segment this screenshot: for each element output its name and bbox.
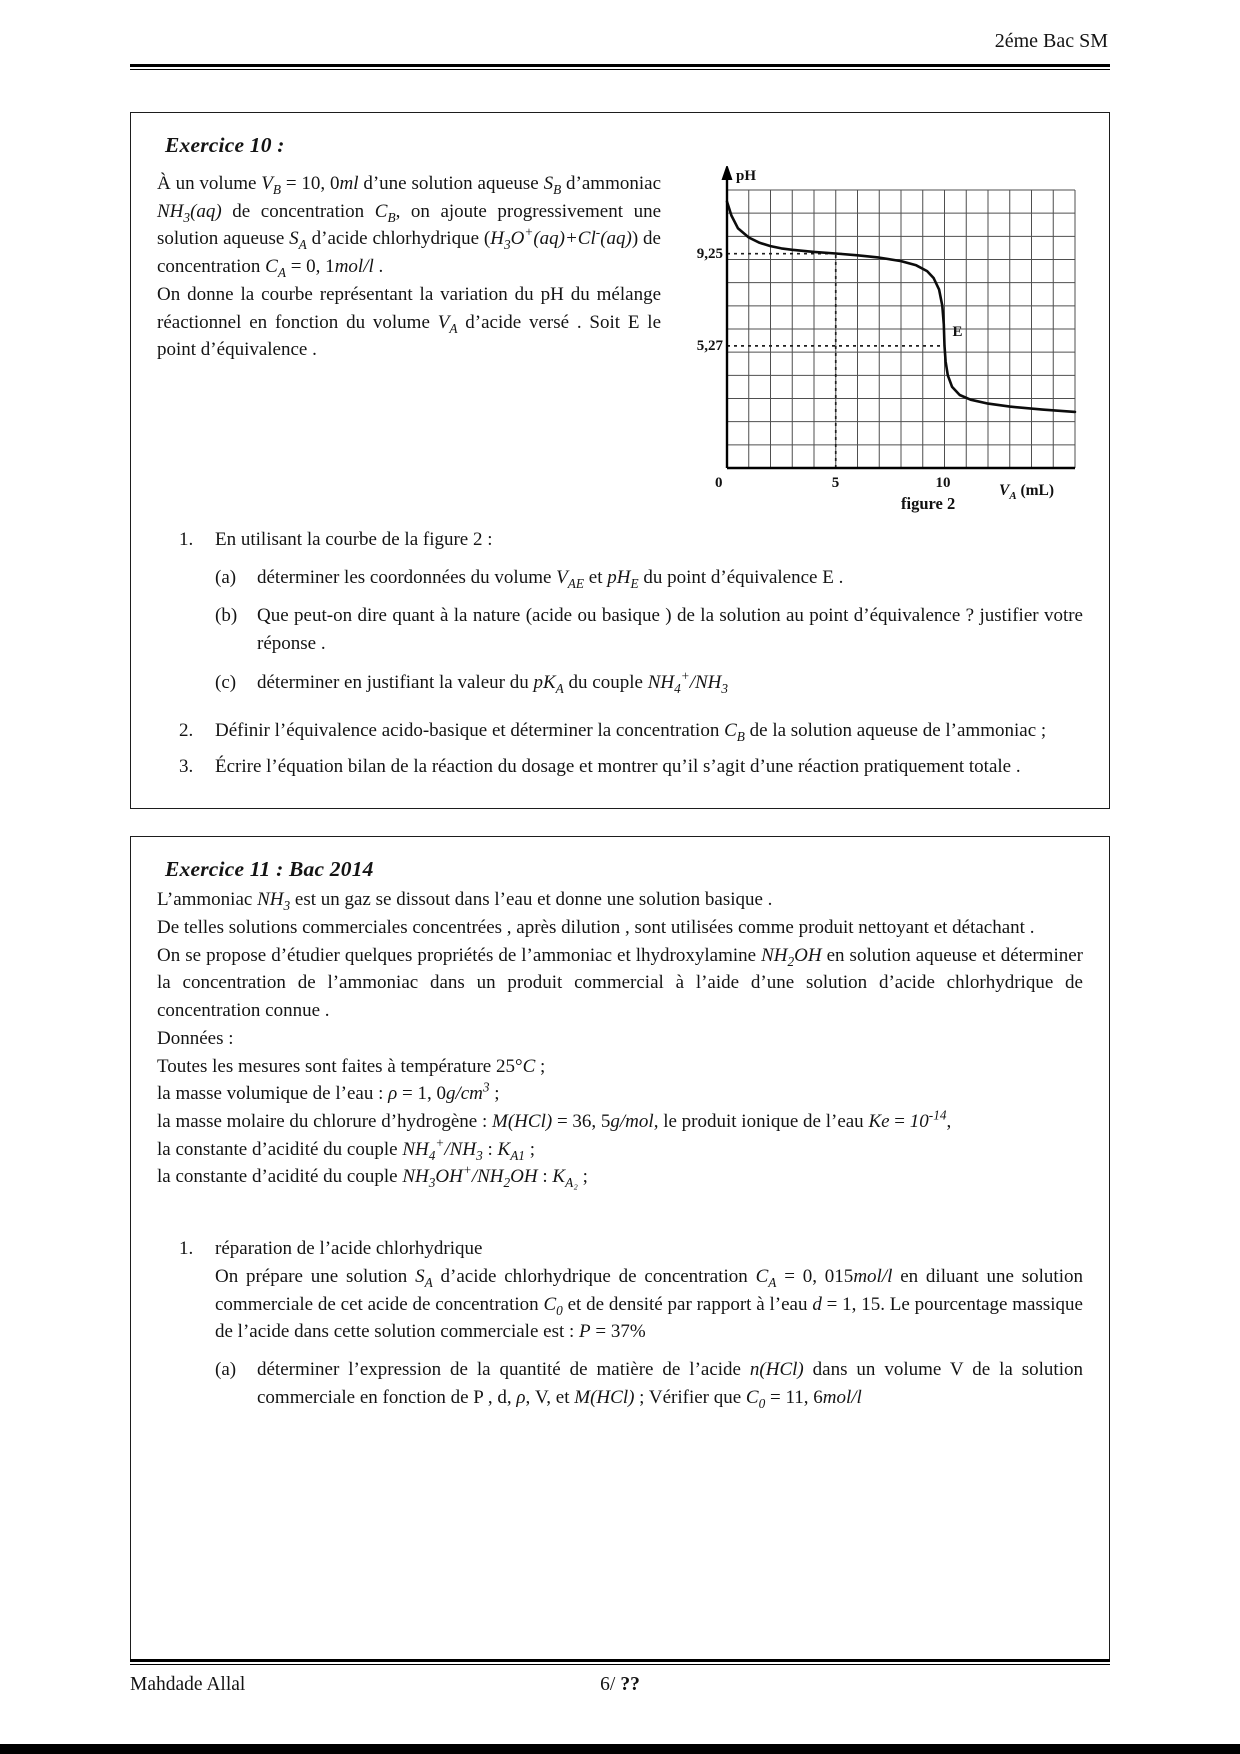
header-course-label: 2éme Bac SM [994, 30, 1108, 52]
header-rule [130, 64, 1110, 70]
ex11-question-1a-marker: (a) [215, 1359, 237, 1381]
footer-rule [130, 1659, 1110, 1665]
donnee-temperature: Toutes les mesures sont faites à température 25°C ; [157, 1055, 546, 1077]
question-1b-marker: (b) [215, 605, 238, 627]
exercise-10-box [130, 112, 1110, 809]
y-guide-label: 9,25 [696, 245, 723, 262]
exercise-11-paragraph-3: On se propose d’étudier quelques propriétés de l’ammoniac et lhydroxylamine $NH_2OH$ en solution aqueuse et déterminer la concentration de l’ammoniac dans un produit commercial à l’aide d’une solution d’acide chlorhydrique de concentration connue . [157, 944, 1083, 1022]
question-1-sublist [215, 564, 1083, 697]
question-1a [215, 564, 1083, 592]
equivalence-point-label: E [952, 323, 963, 340]
page-header [130, 30, 1110, 70]
question-1c-text: déterminer en justifiant la valeur du $pK_A$ du couple $NH_4^+/NH_3$ [257, 668, 729, 696]
question-2 [179, 717, 1083, 745]
footer-page-number: 6/ ?? [600, 1674, 640, 1695]
donnee-masse-molaire: la masse molaire du chlorure d’hydrogène : M(HCl) = 36, 5g/mol, le produit ionique de l’eau $Ke = 10^{-14}$, [157, 1107, 952, 1133]
y-axis-label: pH [736, 168, 757, 184]
exercise-10-title: Exercice 10 : [165, 133, 285, 157]
x-tick-label: 0 [715, 475, 723, 491]
ex11-question-1-title: réparation de l’acide chlorhydrique [215, 1238, 483, 1260]
question-2-marker: 2. [179, 719, 194, 741]
question-1 [179, 526, 1083, 708]
figure-2 [683, 166, 1083, 518]
page-footer [130, 1659, 1110, 1696]
donnee-ka2: la constante d’acidité du couple $NH_3OH^+/NH_2OH$ : $K_{A_2}$ ; [157, 1163, 588, 1191]
exercise-10-intro-2: On donne la courbe représentant la variation du pH du mélange réactionnel en fonction du volume $V_A$ d’acide versé . Soit E le point d’équivalence . [157, 283, 661, 361]
exercise-11-question-list [157, 1235, 1083, 1422]
donnees-label: Données : [157, 1027, 234, 1049]
ex11-question-1-body: On prépare une solution $S_A$ d’acide chlorhydrique de concentration $C_A = 0$, 015mol/l en diluant une solution commerciale de cet acide de concentration $C_0$ et de densité par rapport à l’eau d = 1, 15. Le pourcentage massique de l’acide dans cette solution commerciale est : P = 37% [215, 1265, 1083, 1343]
x-tick-label: 10 [935, 475, 951, 491]
exercise-10-intro-1: À un volume $V_B = 10$, 0ml d’une solution aqueuse $S_B$ d’ammoniac $NH_3(aq)$ de concentration $C_B$, on ajoute progressivement une solution aqueuse $S_A$ d’acide chlorhydrique $(H_3O^+(aq)+Cl^-(aq))$ de concentration $C_A = 0$, 1mol/l . [157, 173, 662, 280]
question-3 [179, 753, 1083, 781]
question-1a-text: déterminer les coordonnées du volume $V_{AE}$ et $pH_E$ du point d’équivalence E . [257, 566, 844, 591]
question-1-text: En utilisant la courbe de la figure 2 : [215, 529, 493, 550]
footer-author: Mahdade Allal [130, 1674, 246, 1695]
question-1c [215, 669, 1083, 697]
figure-caption: figure 2 [901, 494, 956, 513]
exercise-11-paragraph-2: De telles solutions commerciales concentrées , après dilution , sont utilisées comme produit nettoyant et détachant . [157, 916, 1035, 938]
y-guide-label: 5,27 [696, 337, 723, 354]
exercise-10-question-list [157, 526, 1083, 781]
x-tick-label: 5 [831, 475, 840, 491]
exercise-11-paragraph-1: L’ammoniac $NH_3$ est un gaz se dissout dans l’eau et donne une solution basique . [157, 889, 773, 913]
page-bottom-edge [0, 1744, 1240, 1754]
ex11-question-1a [215, 1356, 1083, 1411]
exercise-11-box [130, 836, 1110, 1662]
question-1b [215, 602, 1083, 657]
donnee-masse-volumique: la masse volumique de l’eau : ρ = 1, $0g/cm^3$ ; [157, 1079, 500, 1105]
question-1-marker: 1. [179, 529, 194, 550]
question-3-text: Écrire l’équation bilan de la réaction du dosage et montrer qu’il s’agit d’une réaction pratiquement totale . [215, 756, 1021, 778]
ex11-question-1-sublist [215, 1356, 1083, 1411]
question-1b-text: Que peut-on dire quant à la nature (acide ou basique ) de la solution au point d’équivalence ? justifier votre réponse . [257, 605, 1083, 655]
question-3-marker: 3. [179, 756, 194, 778]
ex11-question-1 [179, 1235, 1083, 1422]
question-1a-marker: (a) [215, 566, 237, 588]
exercise-11-title: Exercice 11 : Bac 2014 [165, 857, 374, 882]
question-2-text: Définir l’équivalence acido-basique et déterminer la concentration $C_B$ de la solution aqueuse de l’ammoniac ; [215, 719, 1047, 744]
donnee-ka1: la constante d’acidité du couple $NH_4^+/NH_3$ : $K_{A1}$ ; [157, 1135, 535, 1163]
x-axis-label: $V_A$ (mL) [999, 482, 1055, 503]
ex11-question-1-marker: 1. [179, 1238, 194, 1260]
ph-curve-svg [683, 166, 1083, 514]
question-1c-marker: (c) [215, 671, 237, 693]
ex11-question-1a-text: déterminer l’expression de la quantité de matière de l’acide n(HCl) dans un volume V de la solution commerciale en fonction de P , d, ρ, V, et M(HCl) ; Vérifier que $C_0 = 11$, 6mol/l [257, 1359, 1083, 1411]
